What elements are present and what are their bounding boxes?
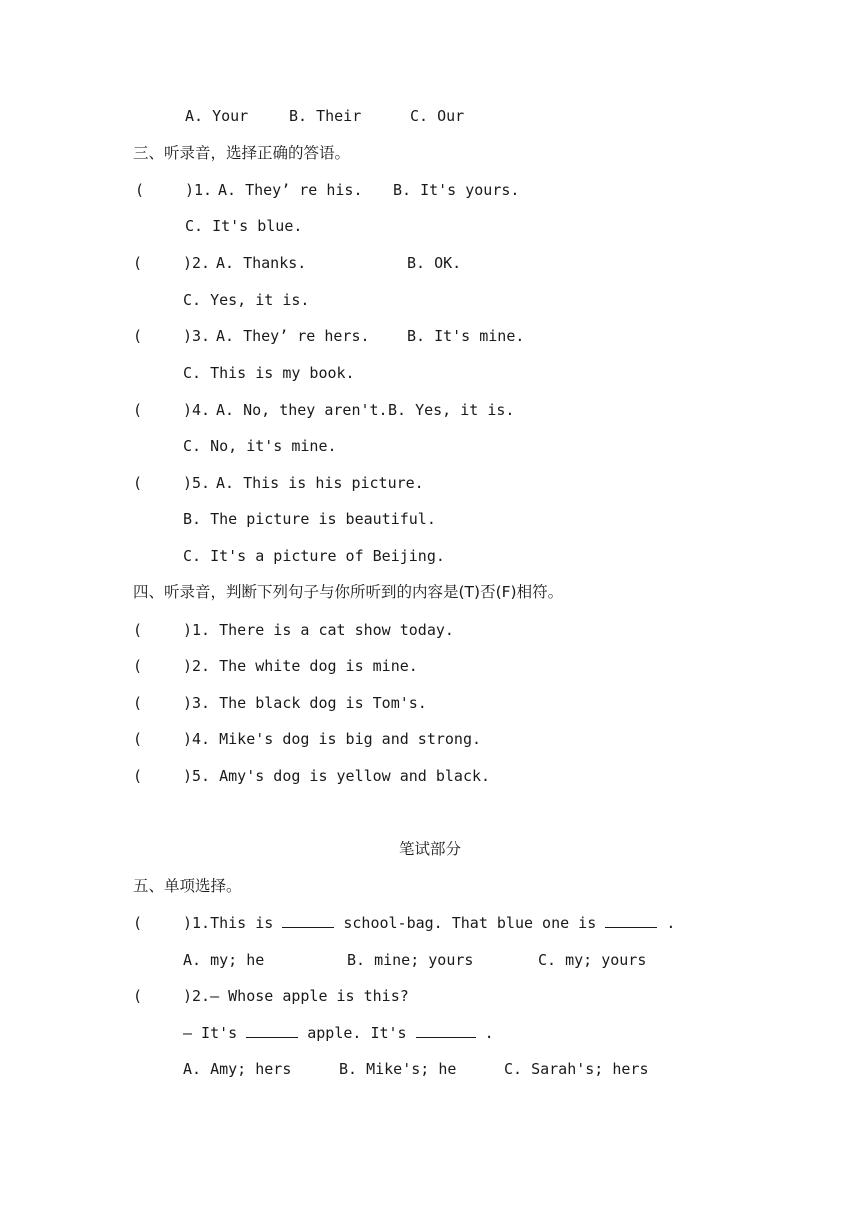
statement-text: )5. Amy's dog is yellow and black.: [183, 767, 491, 785]
statement-text: )3. The black dog is Tom's.: [183, 694, 427, 712]
stem-middle: school-bag. That blue one is: [343, 914, 597, 932]
option-c: C. Yes, it is.: [183, 291, 310, 309]
question-2-answer-line: [183, 1023, 494, 1043]
option-b: B. Their: [289, 107, 362, 125]
option-c: C. Sarah's; hers: [504, 1060, 649, 1078]
answer-blank: [282, 913, 334, 928]
option-b: B. It's mine.: [407, 327, 525, 345]
answer-blank: [246, 1023, 298, 1038]
option-b: B. It's yours.: [393, 181, 520, 199]
option-a: A. No, they aren't.: [216, 401, 388, 419]
answer-blank: [416, 1023, 476, 1038]
question-2-stem: )2.— Whose apple is this?: [183, 987, 409, 1005]
stem-suffix: .: [666, 914, 676, 932]
option-b: B. The picture is beautiful.: [183, 510, 436, 528]
answer-paren-open: (: [133, 254, 143, 272]
answer-paren-open: (: [133, 987, 143, 1005]
answer-middle: apple. It's: [307, 1024, 407, 1042]
question-number: )3.: [183, 327, 211, 345]
option-b: B. Mike's; he: [339, 1060, 457, 1078]
section-3-title: 三、听录音，选择正确的答语。: [133, 144, 351, 162]
question-number: )2.: [183, 254, 211, 272]
option-c: C. It's a picture of Beijing.: [183, 547, 445, 565]
statement-text: )1. There is a cat show today.: [183, 621, 454, 639]
option-a: A. They’ re his.: [218, 181, 363, 199]
option-c: C. Our: [410, 107, 465, 125]
answer-suffix: .: [484, 1024, 494, 1042]
answer-paren-open: (: [133, 657, 143, 675]
option-a: A. They’ re hers.: [216, 327, 370, 345]
answer-paren-open: (: [135, 181, 145, 199]
answer-paren-open: (: [133, 401, 143, 419]
statement-text: )2. The white dog is mine.: [183, 657, 418, 675]
answer-blank: [605, 913, 657, 928]
answer-paren-open: (: [133, 474, 143, 492]
answer-paren-open: (: [133, 767, 143, 785]
option-b: B. OK.: [407, 254, 462, 272]
option-c: C. It's blue.: [185, 217, 303, 235]
question-number: )1.: [185, 181, 213, 199]
section-5-title: 五、单项选择。: [133, 877, 242, 895]
answer-paren-open: (: [133, 327, 143, 345]
option-b: B. mine; yours: [347, 951, 474, 969]
answer-paren-open: (: [133, 621, 143, 639]
option-c: C. my; yours: [538, 951, 647, 969]
option-a: A. my; he: [183, 951, 265, 969]
question-number: )4.: [183, 401, 211, 419]
answer-paren-open: (: [133, 730, 143, 748]
answer-paren-open: (: [133, 694, 143, 712]
option-a: A. Your: [185, 107, 249, 125]
section-4-title: 四、听录音，判断下列句子与你所听到的内容是(T)否(F)相符。: [133, 583, 564, 601]
option-c: C. This is my book.: [183, 364, 355, 382]
option-a: A. Thanks.: [216, 254, 307, 272]
option-c: C. No, it's mine.: [183, 437, 337, 455]
question-1-stem: [183, 913, 675, 933]
option-a: A. Amy; hers: [183, 1060, 292, 1078]
option-a: A. This is his picture.: [216, 474, 424, 492]
option-b: B. Yes, it is.: [388, 401, 515, 419]
answer-paren-open: (: [133, 914, 143, 932]
answer-prefix: — It's: [183, 1024, 238, 1042]
statement-text: )4. Mike's dog is big and strong.: [183, 730, 482, 748]
written-part-title: 笔试部分: [398, 840, 461, 858]
stem-prefix: )1.This is: [183, 914, 274, 932]
question-number: )5.: [183, 474, 211, 492]
